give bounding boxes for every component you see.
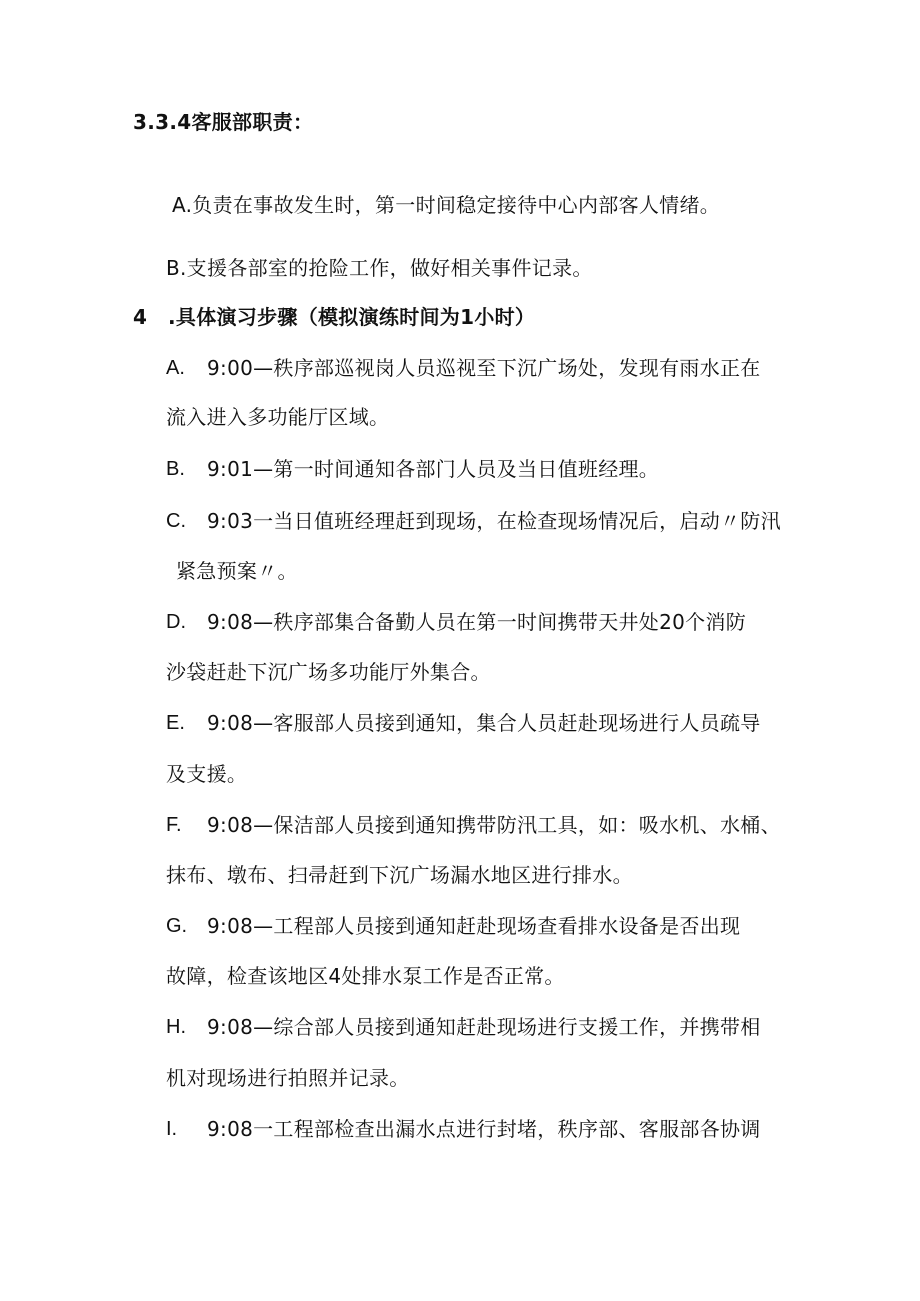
step-letter: G. bbox=[166, 915, 188, 937]
step-line-2: 机对现场进行拍照并记录。 bbox=[166, 1066, 410, 1090]
section-334-item-b: B.支援各部室的抢险工作，做好相关事件记录。 bbox=[166, 256, 593, 280]
step-line-1: 9:00—秩序部巡视岗人员巡视至下沉广场处，发现有雨水正在 bbox=[207, 356, 761, 380]
step-letter: E. bbox=[166, 712, 185, 734]
step-line-2: 流入进入多功能厅区域。 bbox=[166, 405, 390, 429]
step-letter: F. bbox=[166, 814, 182, 836]
step-line-1: 9:01—第一时间通知各部门人员及当日值班经理。 bbox=[207, 457, 660, 481]
step-letter: C. bbox=[166, 510, 186, 532]
step-line-2: 故障，检查该地区4处排水泵工作是否正常。 bbox=[166, 964, 565, 988]
step-line-1: 9:08—保洁部人员接到通知携带防汛工具，如：吸水机、水桶、 bbox=[207, 813, 781, 837]
step-letter: D. bbox=[166, 611, 186, 633]
step-letter: A. bbox=[166, 357, 185, 379]
section-334-item-a: A.负责在事故发生时，第一时间稳定接待中心内部客人情绪。 bbox=[172, 193, 721, 217]
step-line-1: 9:08—综合部人员接到通知赶赴现场进行支援工作，并携带相 bbox=[207, 1015, 761, 1039]
step-letter: H. bbox=[166, 1016, 186, 1038]
step-letter: B. bbox=[166, 458, 185, 480]
step-line-1: 9:08一工程部检查出漏水点进行封堵，秩序部、客服部各协调 bbox=[207, 1117, 761, 1141]
step-line-2: 及支援。 bbox=[166, 762, 248, 786]
step-line-2: 紧急预案〃。 bbox=[176, 559, 298, 583]
step-letter: I. bbox=[166, 1118, 178, 1140]
step-line-1: 9:08—工程部人员接到通知赶赴现场查看排水设备是否出现 bbox=[207, 914, 741, 938]
section-4-number: 4 bbox=[133, 305, 148, 329]
section-4-heading: .具体演习步骤（模拟演练时间为1小时） bbox=[168, 305, 536, 329]
step-line-2: 沙袋赶赴下沉广场多功能厅外集合。 bbox=[166, 660, 491, 684]
step-line-1: 9:08—秩序部集合备勤人员在第一时间携带天井处20个消防 bbox=[207, 610, 747, 634]
step-line-1: 9:03一当日值班经理赶到现场，在检查现场情况后，启动〃防汛 bbox=[207, 509, 781, 533]
step-line-2: 抹布、墩布、扫帚赶到下沉广场漏水地区进行排水。 bbox=[166, 863, 633, 887]
section-334-heading: 3.3.4客服部职责： bbox=[133, 110, 314, 134]
step-line-1: 9:08—客服部人员接到通知，集合人员赶赴现场进行人员疏导 bbox=[207, 711, 761, 735]
